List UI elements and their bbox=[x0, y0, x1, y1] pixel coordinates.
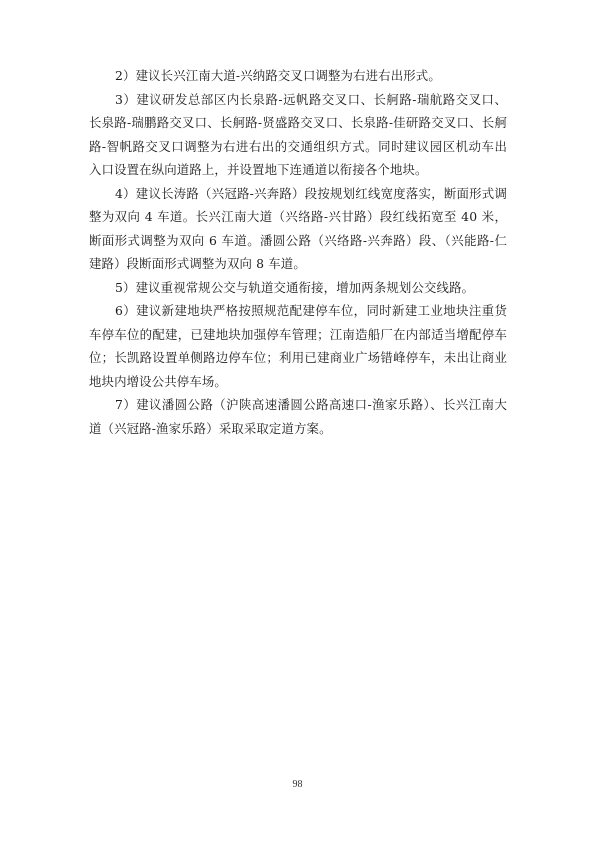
paragraph-item-3: 3）建议研发总部区内长泉路-远帆路交叉口、长舸路-瑞航路交叉口、长泉路-瑞鹏路交叉口、长舸路-贤盛路交叉口、长泉路-佳研路交叉口、长舸路-智帆路交叉口调整为右进右出的交通组织方式。同时建议园区机动车出入口设置在纵向道路上，并设置地下连通道以衔接各个地块。 bbox=[89, 91, 507, 177]
paragraph-item-2: 2）建议长兴江南大道-兴纳路交叉口调整为右进右出形式。 bbox=[115, 68, 441, 83]
page-body bbox=[89, 64, 507, 440]
page-number: 98 bbox=[292, 779, 303, 790]
paragraph-item-7: 7）建议潘圆公路（沪陕高速潘圆公路高速口-渔家乐路）、长兴江南大道（兴冠路-渔家乐路）采取采取定道方案。 bbox=[89, 397, 507, 436]
paragraph-item-6: 6）建议新建地块严格按照规范配建停车位，同时新建工业地块注重货车停车位的配建，已建地块加强停车管理；江南造船厂在内部适当增配停车位；长凯路设置单侧路边停车位；利用已建商业广场错峰停车，未出让商业地块内增设公共停车场。 bbox=[89, 303, 507, 389]
paragraph-item-4: 4）建议长涛路（兴冠路-兴奔路）段按规划红线宽度落实，断面形式调整为双向 4 车道。长兴江南大道（兴络路-兴甘路）段红线拓宽至 40 米，断面形式调整为双向 6 车道。潘圆公路（兴络路-兴奔路）段、（兴能路-仁建路）段断面形式调整为双向 8 车道。 bbox=[89, 185, 507, 271]
paragraph-item-5: 5）建议重视常规公交与轨道交通衔接，增加两条规划公交线路。 bbox=[115, 279, 475, 295]
